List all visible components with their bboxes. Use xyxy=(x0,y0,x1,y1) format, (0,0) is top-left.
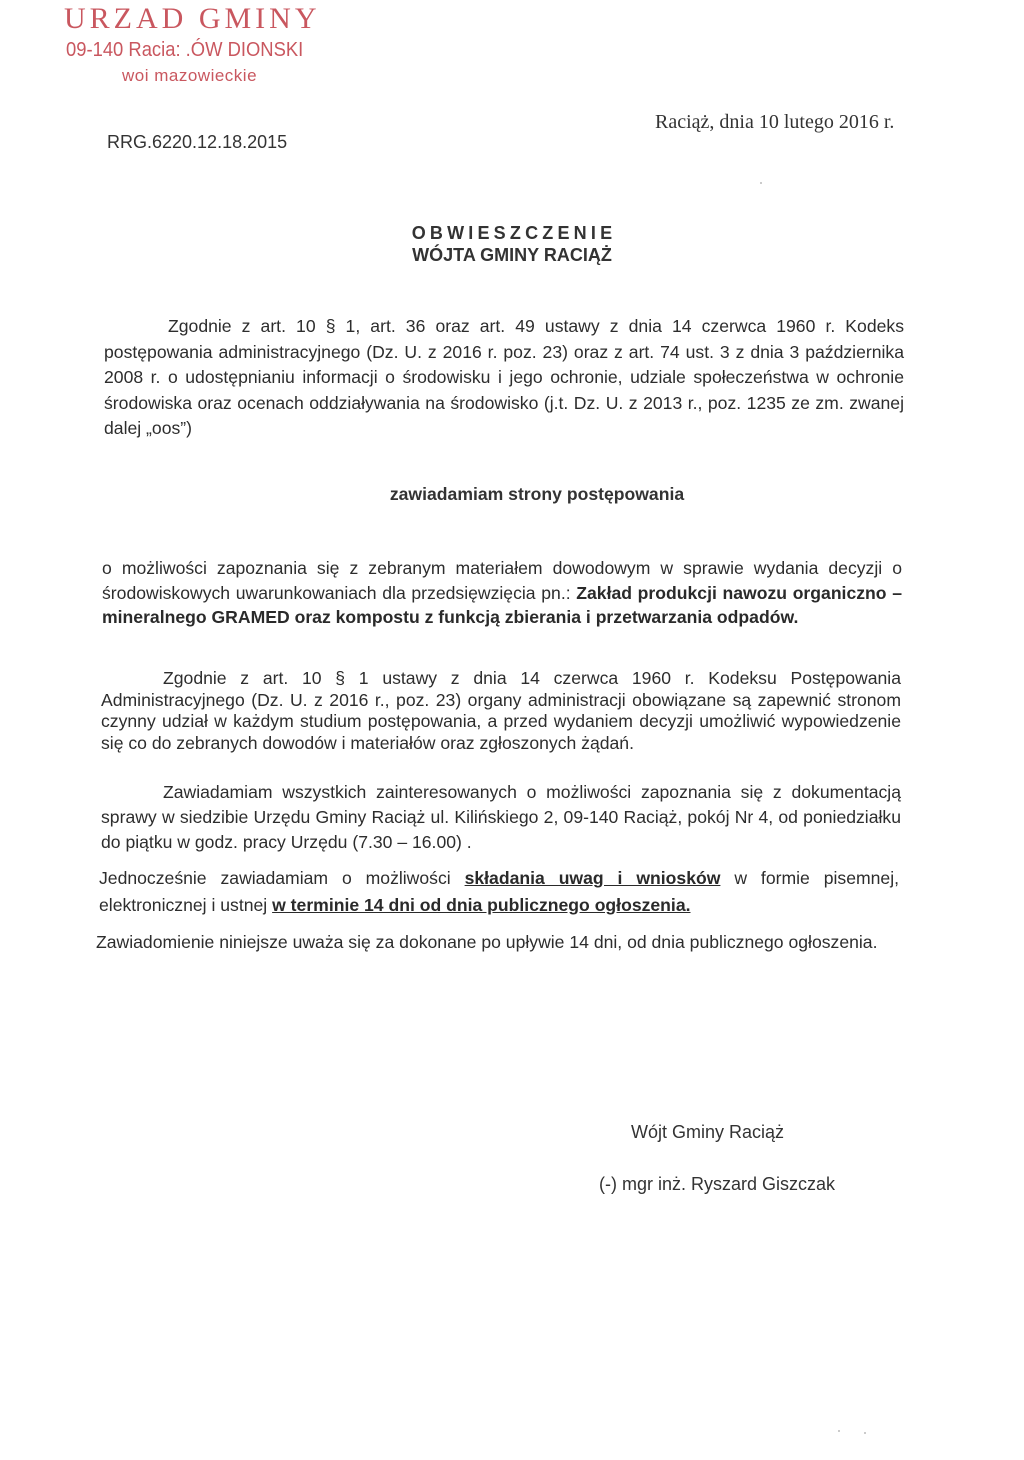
effective-paragraph: Zawiadomienie niniejsze uważa się za dokonane po upływie 14 dni, od dnia publicznego ogłoszenia. xyxy=(96,932,878,952)
scan-speck xyxy=(838,1430,840,1432)
signatory-title: Wójt Gminy Raciąż xyxy=(631,1122,785,1142)
notification-heading: zawiadamiam strony postępowania xyxy=(389,484,685,504)
stamp-line-1: URZAD GMINY xyxy=(64,2,321,35)
signatory-name: (-) mgr inż. Ryszard Giszczak xyxy=(599,1174,836,1194)
scan-speck xyxy=(760,182,762,184)
comments-paragraph xyxy=(99,865,899,918)
project-name: Zakład produkcji nawozu organiczno – mineralnego GRAMED oraz kompostu z funkcją zbierania i przetwarzania odpadów. xyxy=(102,582,902,627)
subject-text: o możliwości zapoznania się z zebranym materiałem dowodowym w sprawie wydania decyzji o środowiskowych uwarunkowaniach dla przedsięwzięcia pn.: xyxy=(102,558,902,603)
comments-text-2: w formie pisemnej, elektronicznej i ustnej xyxy=(99,868,900,915)
document-title xyxy=(0,222,1024,266)
comments-emphasis-2: w terminie 14 dni od dnia publicznego ogłoszenia. xyxy=(272,894,691,915)
reference-number: RRG.6220.12.18.2015 xyxy=(107,132,288,152)
inspection-paragraph: Zawiadamiam wszystkich zainteresowanych o możliwości zapoznania się z dokumentacją sprawy w siedzibie Urzędu Gminy Raciąż ul. Kilińskiego 2, 09-140 Raciąż, pokój Nr 4, od poniedziałku do piątku w godz. pracy Urzędu (7.30 – 16.00) . xyxy=(101,782,901,852)
subject-paragraph xyxy=(102,556,902,630)
title-line-2: WÓJTA GMINY RACIĄŻ xyxy=(412,245,612,265)
stamp-line-2: 09-140 Racia: .ÓW DIONSKI xyxy=(66,39,304,61)
procedure-paragraph: Zgodnie z art. 10 § 1 ustawy z dnia 14 czerwca 1960 r. Kodeksu Postępowania Administracyjnego (Dz. U. z 2016 r., poz. 23) organy administracji obowiązane są zapewnić stronom czynny udział w każdym studium postępowania, a przed wydaniem decyzji umożliwić wypowiedzenie się co do zebranych dowodów i materiałów oraz zgłoszonych żądań. xyxy=(101,668,901,753)
legal-basis-paragraph: Zgodnie z art. 10 § 1, art. 36 oraz art. 49 ustawy z dnia 14 czerwca 1960 r. Kodeks postępowania administracyjnego (Dz. U. z 2016 r. poz. 23) oraz z art. 74 ust. 3 z dnia 3 października 2008 r. o udostępnianiu informacji o środowisku i jego ochronie, udziale społeczeństwa w ochronie środowiska oraz ocenach oddziaływania na środowisko (j.t. Dz. U. z 2013 r., poz. 1235 ze zm. zwanej dalej „oos”) xyxy=(104,316,904,438)
scan-speck xyxy=(864,1432,866,1434)
title-line-1: OBWIESZCZENIE xyxy=(411,223,617,243)
stamp-line-3: woi mazowieckie xyxy=(122,66,258,85)
comments-emphasis-1: składania uwag i wniosków xyxy=(464,868,721,888)
comments-text-1: Jednocześnie zawiadamiam o możliwości xyxy=(99,868,465,888)
place-date: Raciąż, dnia 10 lutego 2016 r. xyxy=(655,111,895,133)
office-stamp xyxy=(64,2,324,88)
